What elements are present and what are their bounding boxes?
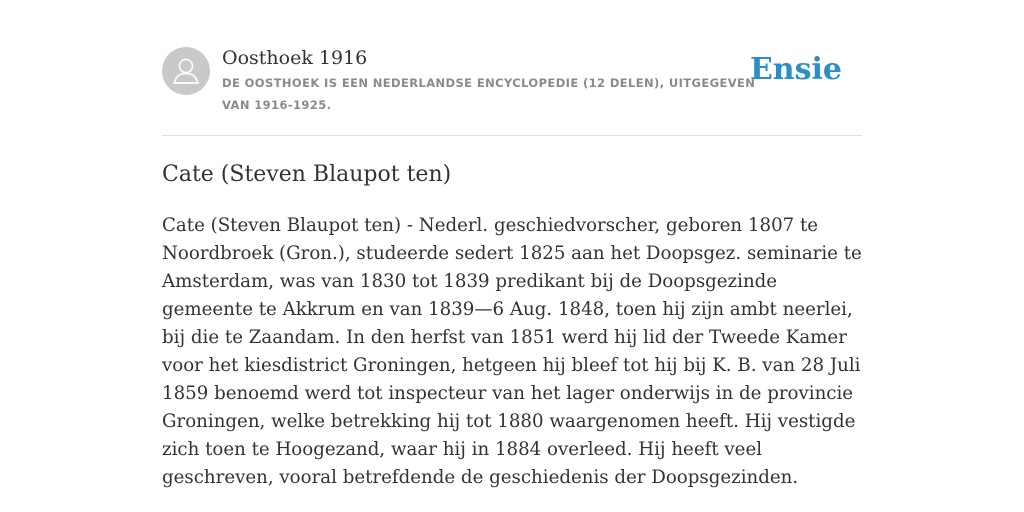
- source-description: DE OOSTHOEK IS EEN NEDERLANDSE ENCYCLOPEDIE (12 DELEN), UITGEGEVEN VAN 1916-1925.: [222, 76, 756, 112]
- source-header: [162, 44, 862, 136]
- avatar[interactable]: [162, 47, 210, 95]
- brand-logo[interactable]: Ensie: [749, 52, 842, 87]
- article-title: Cate (Steven Blaupot ten): [162, 162, 452, 187]
- user-icon: [162, 47, 210, 95]
- source-title[interactable]: Oosthoek 1916: [222, 47, 368, 69]
- article-body: Cate (Steven Blaupot ten) - Nederl. geschiedvorscher, geboren 1807 te Noordbroek (Gron.), studeerde sedert 1825 aan het Doopsgez. seminarie te Amsterdam, was van 1830 tot 1839 predikant bij de Doopsgezinde gemeente te Akkrum en van 1839—6 Aug. 1848, toen hij zijn ambt neerlei, bij die te Zaandam. In den herfst van 1851 werd hij lid der Tweede Kamer voor het kiesdistrict Groningen, hetgeen hij bleef tot hij bij K. B. van 28 Juli 1859 benoemd werd tot inspecteur van het lager onderwijs in de provincie Groningen, welke betrekking hij tot 1880 waargenomen heeft. Hij vestigde zich toen te Hoogezand, waar hij in 1884 overleed. Hij heeft veel geschreven, vooral betrefdende de geschiedenis der Doopsgezinden.: [162, 215, 862, 488]
